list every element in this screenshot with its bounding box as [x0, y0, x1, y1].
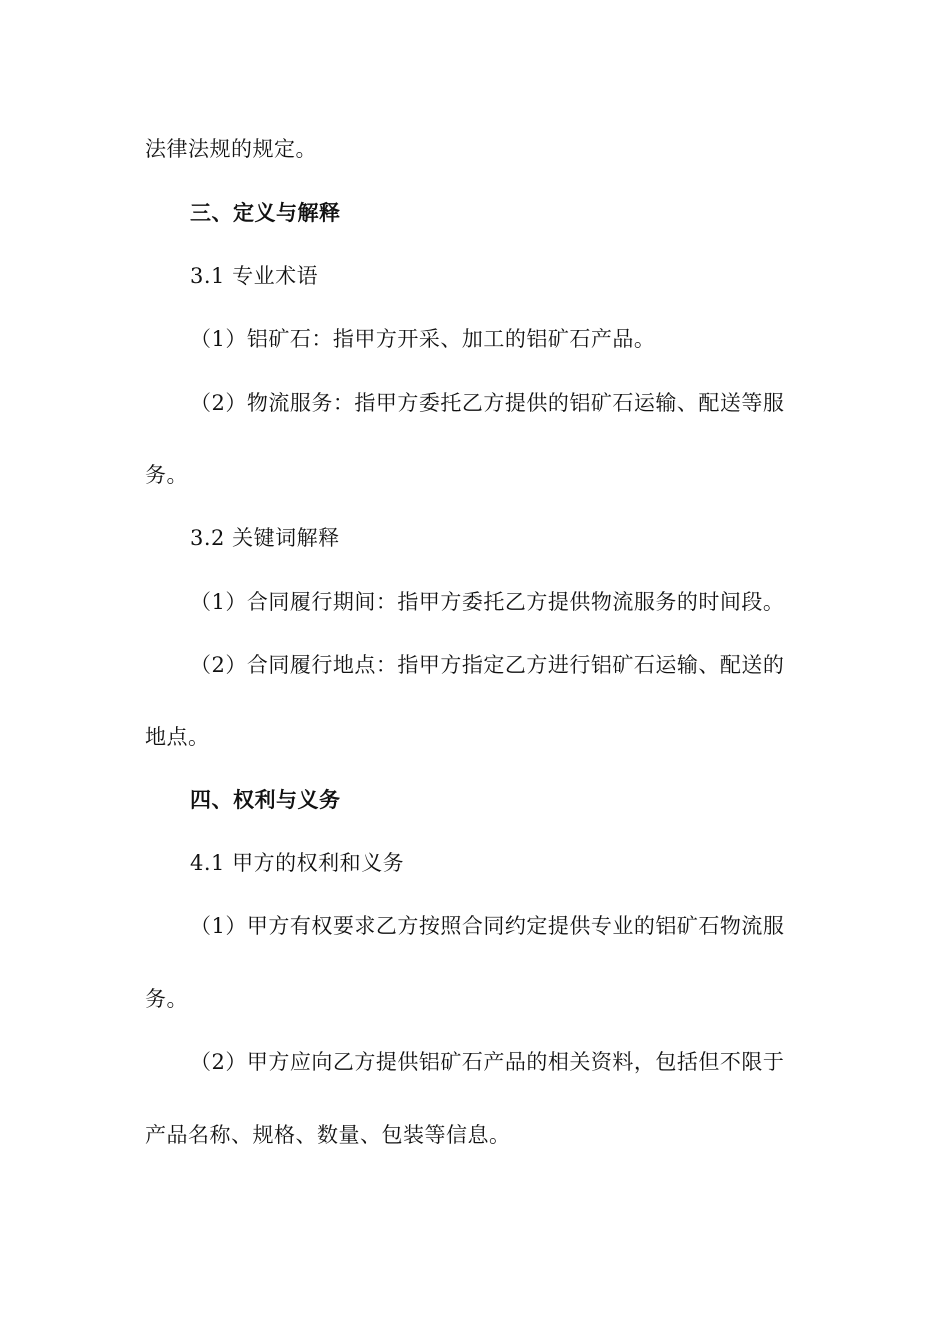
party-a-item-2-line1: （2）甲方应向乙方提供铝矿石产品的相关资料，包括但不限于 [190, 1050, 785, 1074]
section-heading-definitions: 三、定义与解释 [190, 200, 341, 225]
keyword-item-performance-period: （1）合同履行期间：指甲方委托乙方提供物流服务的时间段。 [190, 590, 785, 614]
definition-item-logistics-line2: 务。 [145, 463, 188, 487]
subsection-heading-party-a: 4.1 甲方的权利和义务 [190, 851, 405, 875]
section-heading-rights-obligations: 四、权利与义务 [190, 787, 341, 812]
paragraph-continuation-line: 法律法规的规定。 [145, 137, 317, 161]
keyword-item-performance-place-line1: （2）合同履行地点：指甲方指定乙方进行铝矿石运输、配送的 [190, 653, 785, 677]
party-a-item-2-line2: 产品名称、规格、数量、包装等信息。 [145, 1123, 511, 1147]
party-a-item-1-line1: （1）甲方有权要求乙方按照合同约定提供专业的铝矿石物流服 [190, 914, 785, 938]
definition-item-logistics-line1: （2）物流服务：指甲方委托乙方提供的铝矿石运输、配送等服 [190, 391, 785, 415]
definition-item-bauxite: （1）铝矿石：指甲方开采、加工的铝矿石产品。 [190, 327, 656, 351]
subsection-heading-keywords: 3.2 关键词解释 [190, 526, 340, 550]
keyword-item-performance-place-line2: 地点。 [145, 725, 210, 749]
subsection-heading-terms: 3.1 专业术语 [190, 264, 319, 288]
party-a-item-1-line2: 务。 [145, 987, 188, 1011]
